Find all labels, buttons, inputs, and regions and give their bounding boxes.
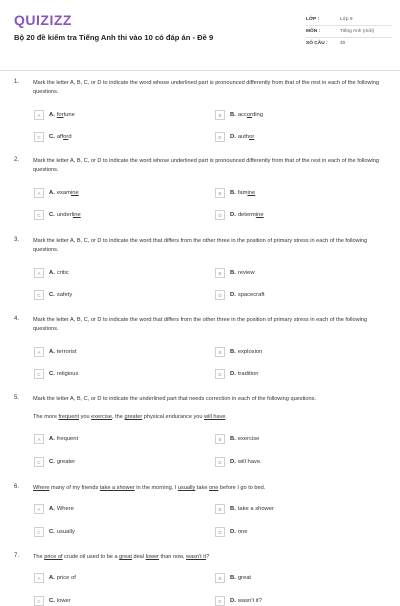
meta-value: Tiếng Anh (mới) — [340, 29, 375, 34]
option-text: take a shower — [237, 506, 274, 512]
option-letter-box: B — [215, 188, 225, 198]
option-letter-box: C — [34, 369, 44, 379]
option-text: one — [237, 529, 248, 535]
option-letter-box: B — [215, 573, 225, 583]
option-text: explosion — [237, 349, 263, 355]
option-text: safety — [56, 292, 73, 298]
option-text: underline — [56, 212, 81, 218]
option-letter: B. — [230, 190, 236, 196]
option-b[interactable] — [215, 268, 255, 278]
option-text: great — [237, 575, 252, 581]
option-letter: D. — [230, 292, 236, 298]
question-number: 2. — [14, 157, 20, 163]
option-a[interactable] — [34, 268, 69, 278]
option-letter: D. — [230, 134, 236, 140]
option-c[interactable] — [34, 527, 75, 537]
meta-panel — [306, 14, 392, 49]
option-b[interactable] — [215, 573, 251, 583]
option-letter: A. — [49, 270, 55, 276]
option-letter-box: C — [34, 132, 44, 142]
option-text: review — [237, 270, 255, 276]
option-letter-box: C — [34, 527, 44, 537]
option-d[interactable] — [215, 369, 258, 379]
option-text: according — [237, 112, 263, 118]
option-letter-box: B — [215, 504, 225, 514]
option-letter: A. — [49, 506, 55, 512]
question-number: 5. — [14, 395, 20, 401]
option-letter-box: C — [34, 290, 44, 300]
option-letter-box: D — [215, 457, 225, 467]
option-c[interactable] — [34, 596, 71, 606]
option-letter: C. — [49, 459, 55, 465]
option-text: author — [237, 134, 255, 140]
option-letter-box: A — [34, 347, 44, 357]
option-a[interactable] — [34, 504, 74, 514]
option-a[interactable] — [34, 188, 79, 198]
option-text: exercise — [237, 436, 260, 442]
option-letter: B. — [230, 349, 236, 355]
option-letter: A. — [49, 575, 55, 581]
option-letter-box: D — [215, 596, 225, 606]
option-letter-box: C — [34, 457, 44, 467]
option-letter-box: B — [215, 268, 225, 278]
option-text: famine — [237, 190, 256, 196]
question-sentence: The price of crude oil used to be a great deal lower than now, wasn't it? — [33, 554, 210, 560]
option-letter: B. — [230, 112, 236, 118]
option-letter-box: A — [34, 504, 44, 514]
option-d[interactable] — [215, 210, 264, 220]
option-text: usually — [56, 529, 75, 535]
question-text: Mark the letter A, B, C, or D to indicate the word whose underlined part is pronounced differently from that of the rest in each of the following questions. — [33, 158, 379, 173]
question-number: 3. — [14, 237, 20, 243]
option-text: Where — [56, 506, 74, 512]
option-text: tradition — [237, 371, 259, 377]
option-b[interactable] — [215, 188, 255, 198]
option-letter-box: D — [215, 527, 225, 537]
question-text: Mark the letter A, B, C, or D to indicate the underlined part that needs correction in each of the following questions. — [33, 396, 316, 402]
option-text: greater — [56, 459, 76, 465]
option-a[interactable] — [34, 434, 78, 444]
question-number: 4. — [14, 316, 20, 322]
option-letter: C. — [49, 212, 55, 218]
option-c[interactable] — [34, 132, 72, 142]
meta-label: SỐ CÂU : — [306, 41, 328, 46]
option-letter: C. — [49, 529, 55, 535]
option-c[interactable] — [34, 457, 75, 467]
option-letter: D. — [230, 371, 236, 377]
option-b[interactable] — [215, 434, 259, 444]
option-a[interactable] — [34, 347, 76, 357]
meta-label: MÔN : — [306, 29, 321, 34]
option-a[interactable] — [34, 573, 76, 583]
question-number: 7. — [14, 553, 20, 559]
meta-value: 40 — [340, 41, 346, 46]
option-text: fortune — [56, 112, 75, 118]
option-letter-box: C — [34, 596, 44, 606]
option-letter: C. — [49, 292, 55, 298]
question-text: Mark the letter A, B, C, or D to indicate the word that differs from the other three in the position of primary stress in each of the following questions. — [33, 317, 368, 332]
option-text: terrorist — [56, 349, 77, 355]
option-d[interactable] — [215, 132, 254, 142]
meta-row-subject — [306, 26, 392, 38]
question-text: Mark the letter A, B, C, or D to indicate the word whose underlined part is pronounced differently from that of the rest in each of the following questions. — [33, 80, 379, 95]
option-c[interactable] — [34, 290, 72, 300]
option-letter-box: B — [215, 347, 225, 357]
option-letter-box: D — [215, 132, 225, 142]
option-text: afford — [56, 134, 72, 140]
option-d[interactable] — [215, 527, 247, 537]
question-number: 1. — [14, 79, 20, 85]
option-text: wasn't it? — [237, 598, 262, 604]
option-letter-box: A — [34, 434, 44, 444]
header — [0, 0, 400, 71]
option-letter-box: C — [34, 210, 44, 220]
option-letter: A. — [49, 112, 55, 118]
option-text: price of — [56, 575, 76, 581]
option-text: frequent — [56, 436, 79, 442]
option-letter-box: D — [215, 369, 225, 379]
option-text: spacecraft — [237, 292, 265, 298]
option-d[interactable] — [215, 457, 262, 467]
option-letter-box: A — [34, 573, 44, 583]
quizizz-logo[interactable]: QUIZIZZ — [14, 12, 72, 28]
meta-row-count — [306, 38, 392, 49]
option-letter: A. — [49, 190, 55, 196]
option-letter: C. — [49, 371, 55, 377]
question-text: Mark the letter A, B, C, or D to indicate the word that differs from the other three in the position of primary stress in each of the following questions. — [33, 238, 368, 253]
meta-value: Lớp 9 — [340, 17, 353, 22]
option-letter: C. — [49, 134, 55, 140]
option-letter: B. — [230, 575, 236, 581]
option-letter: D. — [230, 529, 236, 535]
option-letter-box: A — [34, 188, 44, 198]
option-letter: A. — [49, 349, 55, 355]
option-letter: B. — [230, 270, 236, 276]
option-letter-box: D — [215, 210, 225, 220]
option-letter-box: B — [215, 110, 225, 120]
option-d[interactable] — [215, 290, 265, 300]
document-title: Bộ 20 đề kiểm tra Tiếng Anh thi vào 10 có đáp án - Đề 9 — [14, 33, 214, 42]
question-sentence: The more frequent you exercise, the greater physical endurance you will have. — [33, 414, 228, 420]
option-text: critic — [56, 270, 69, 276]
option-text: religious — [56, 371, 79, 377]
option-b[interactable] — [215, 347, 262, 357]
meta-row-class — [306, 14, 392, 26]
option-d[interactable] — [215, 596, 262, 606]
option-text: lower — [56, 598, 71, 604]
option-c[interactable] — [34, 369, 78, 379]
option-letter: B. — [230, 436, 236, 442]
option-a[interactable] — [34, 110, 75, 120]
option-b[interactable] — [215, 110, 263, 120]
option-text: will have. — [237, 459, 262, 465]
option-letter: D. — [230, 459, 236, 465]
meta-label: LỚP : — [306, 17, 320, 22]
option-b[interactable] — [215, 504, 274, 514]
option-c[interactable] — [34, 210, 81, 220]
option-letter-box: A — [34, 268, 44, 278]
option-text: examine — [56, 190, 79, 196]
option-letter-box: D — [215, 290, 225, 300]
option-letter: B. — [230, 506, 236, 512]
option-text: determine — [237, 212, 264, 218]
option-letter-box: B — [215, 434, 225, 444]
option-letter-box: A — [34, 110, 44, 120]
question-sentence: Where many of my friends take a shower in the morning, I usually take one before I go to bed. — [33, 485, 266, 491]
option-letter: A. — [49, 436, 55, 442]
option-letter: D. — [230, 598, 236, 604]
question-number: 6. — [14, 484, 20, 490]
option-letter: C. — [49, 598, 55, 604]
option-letter: D. — [230, 212, 236, 218]
